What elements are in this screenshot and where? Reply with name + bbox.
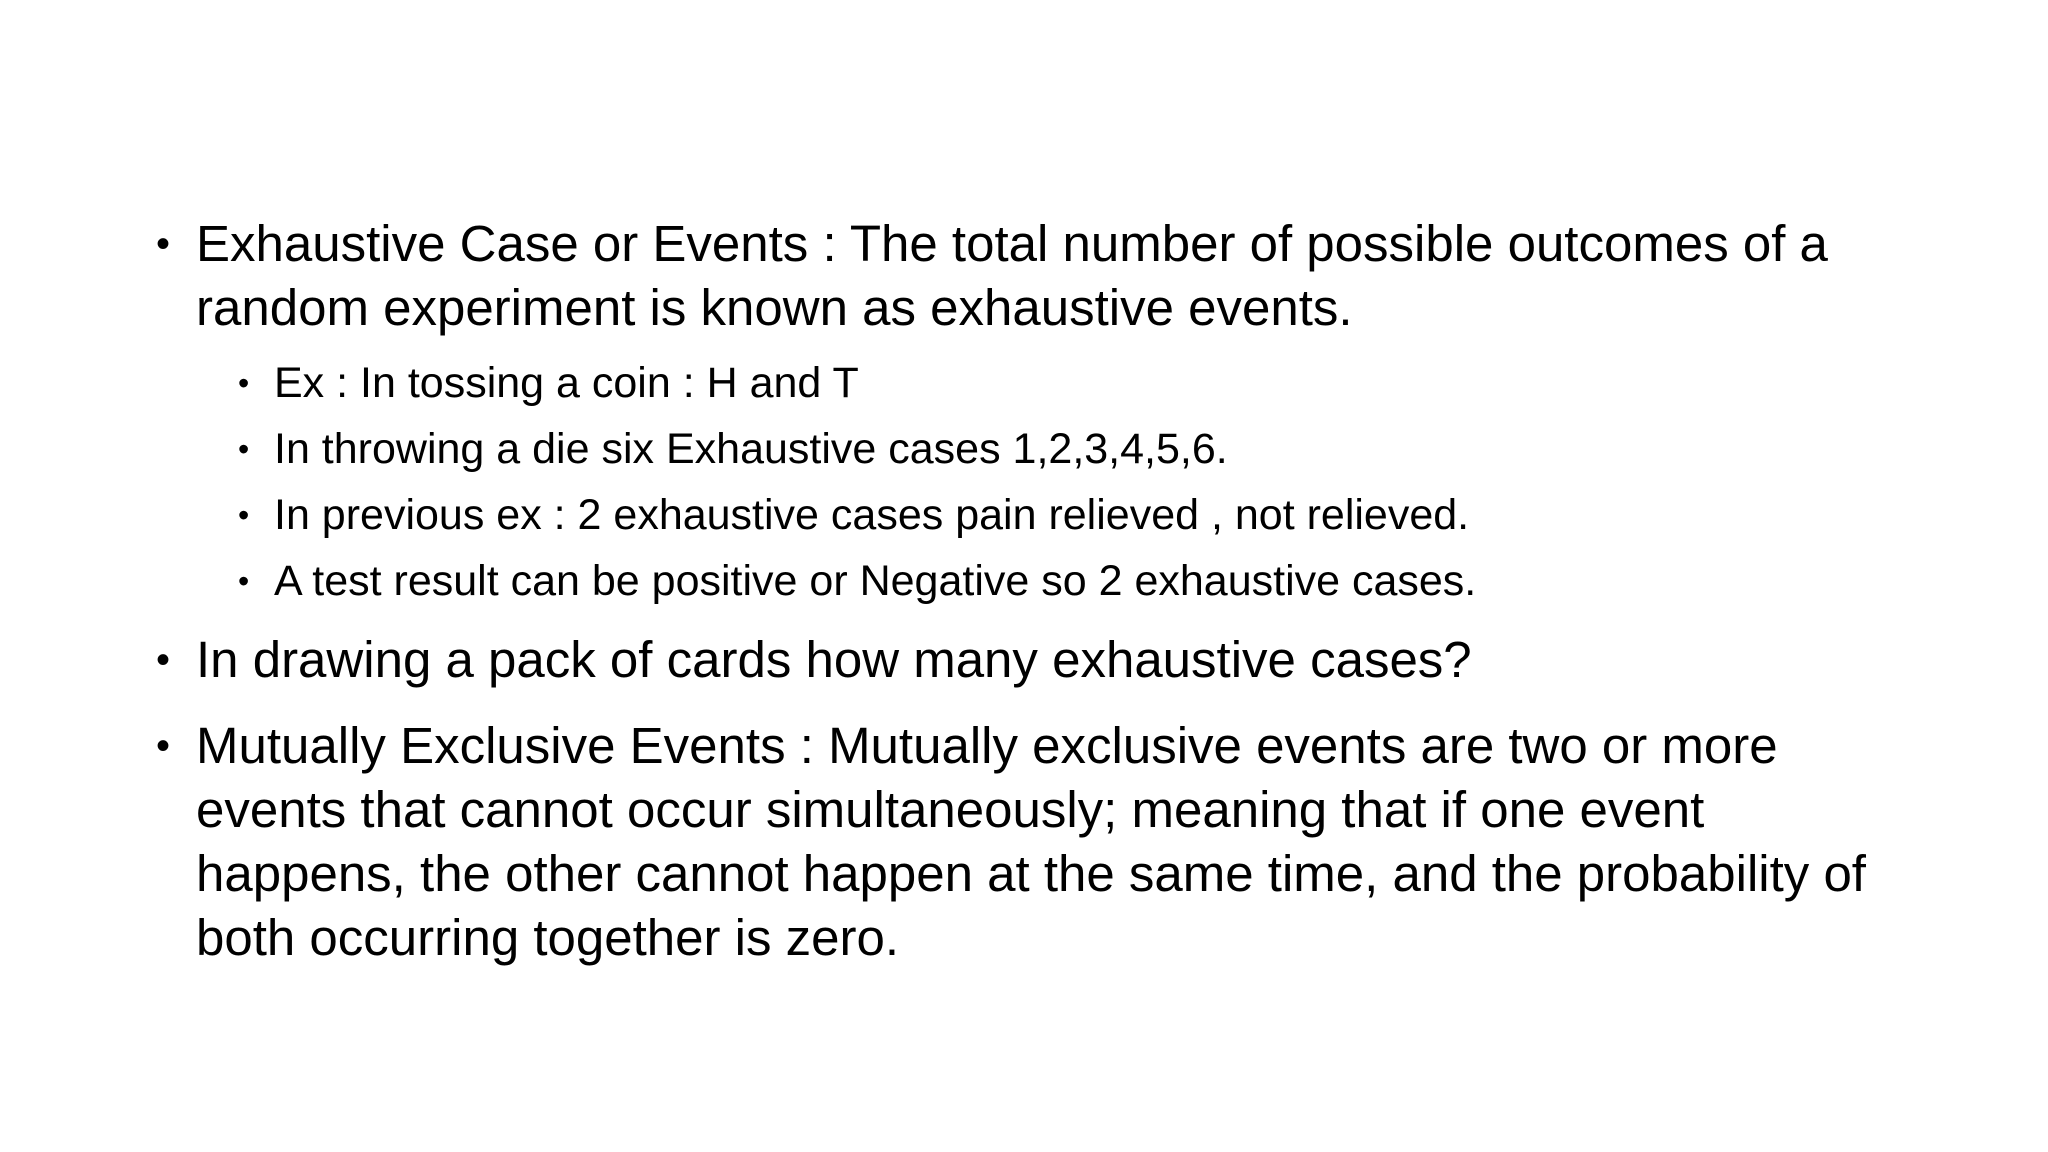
sub-bullet-dot-icon: •	[238, 431, 250, 467]
sub-bullet-text: Ex : In tossing a coin : H and T	[274, 359, 859, 407]
sub-bullet-list	[150, 350, 1910, 614]
bullet-text: In drawing a pack of cards how many exhaustive cases?	[196, 631, 1472, 688]
bullet-dot-icon: •	[156, 222, 171, 266]
bullet-mutually-exclusive	[150, 714, 1910, 970]
bullet-text: Mutually Exclusive Events : Mutually exclusive events are two or more events that cannot occur simultaneously; meaning that if one event happens, the other cannot happen at the same time, and the probability of both occurring together is zero.	[196, 717, 1866, 966]
slide-content	[150, 212, 1910, 992]
sub-bullet-pain	[150, 482, 1910, 548]
sub-bullet-text: In previous ex : 2 exhaustive cases pain relieved , not relieved.	[274, 491, 1470, 539]
sub-bullet-text: In throwing a die six Exhaustive cases 1,2,3,4,5,6.	[274, 425, 1228, 473]
sub-bullet-dot-icon: •	[238, 365, 250, 401]
sub-bullet-dot-icon: •	[238, 563, 250, 599]
bullet-dot-icon: •	[156, 724, 171, 768]
sub-bullet-test-result	[150, 548, 1910, 614]
sub-bullet-dot-icon: •	[238, 497, 250, 533]
sub-bullet-die	[150, 416, 1910, 482]
bullet-pack-of-cards	[150, 628, 1910, 692]
bullet-exhaustive-events	[150, 212, 1910, 340]
bullet-dot-icon: •	[156, 638, 171, 682]
sub-bullet-coin	[150, 350, 1910, 416]
bullet-text: Exhaustive Case or Events : The total number of possible outcomes of a random experiment is known as exhaustive events.	[196, 215, 1828, 336]
sub-bullet-text: A test result can be positive or Negative so 2 exhaustive cases.	[274, 557, 1477, 605]
